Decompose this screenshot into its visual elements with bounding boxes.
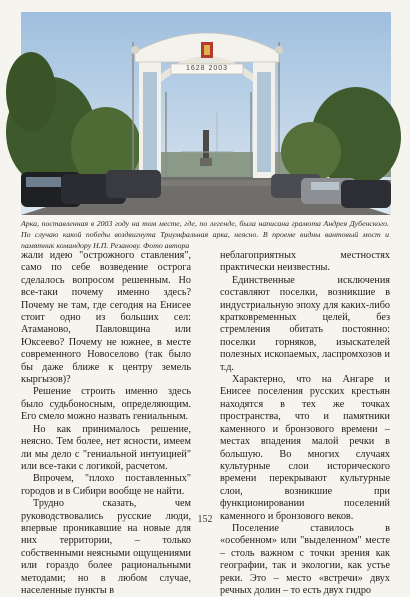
paragraph: жали идею "острожного ставления", само по себе возведение острога сделалось вопросом решенным. Но все-таки почему именно здесь? Почему не там, где сегодня на Енисее стоит одно из больших сел: Атаманово, Павловщина или Юксеево? Почему не южнее, в месте современного Новоселово (так было бы даже ближе к центру земель кыргызов)? <box>21 250 191 386</box>
arch-years-plate: 1628 2003 <box>185 65 229 72</box>
photo-triumphal-arch <box>21 12 391 215</box>
paragraph: Характерно, что на Ангаре и Енисее поселения русских крестьян находятся в тех же точках пространства, что и памятники каменного и бронзового времени – местах впадения малой речки в большую. Во многих случаях культурные слои исторического времени перекрывают культурные слои, возникшие при функционировании поселений каменного и бронзового веков. <box>220 374 390 522</box>
paragraph: Поселение ставилось в «особенном» или "выделенном" месте – столь важном с точки зрения как географии, так и экологии, как устье реки. Это – место «встречи» двух речных долин – то есть двух гидро <box>220 522 390 596</box>
text-column-left <box>21 250 191 596</box>
paragraph: Впрочем, "плохо поставленных" городов и в Сибири вообще не найти. <box>21 473 191 497</box>
text-column-right <box>220 250 390 596</box>
page-number: 152 <box>197 514 213 525</box>
paragraph: Трудно сказать, чем руководствовались русские люди, впервые проникавшие на новые для них территории, – только собственными неясными ощущениями или гораздо более рациональными методами; но в любом случае, населенные пункты в <box>21 498 191 596</box>
paragraph: неблагоприятных местностях практически неизвестны. <box>220 250 390 274</box>
paragraph: Единственные исключения составляют поселки, возникшие в индустриальную эпоху для каких-либо кратковременных целей, без стремления обитать постоянно: поселки горняков, изыскателей полезных ископаемых, ласпромхозов и т.д. <box>220 274 390 373</box>
paragraph: Но как принималось решение, неясно. Тем более, нет ясности, имеем ли мы дело с "гениальной интуицией" или все-таки с логикой, расчетом. <box>21 423 191 472</box>
paragraph: Решение строить именно здесь было судьбоносным, определяющим. Его смело можно назвать гениальным. <box>21 386 191 423</box>
photo-caption: Арка, поставленная в 2003 году на том месте, где, по легенде, была написана грамота Андрея Дубенского. По случаю какой победы воздвигнута Триумфальная арка, неясно. В проеме видны вантовый мост и памятник командору Н.П. Резанову. Фото автора <box>21 219 389 250</box>
